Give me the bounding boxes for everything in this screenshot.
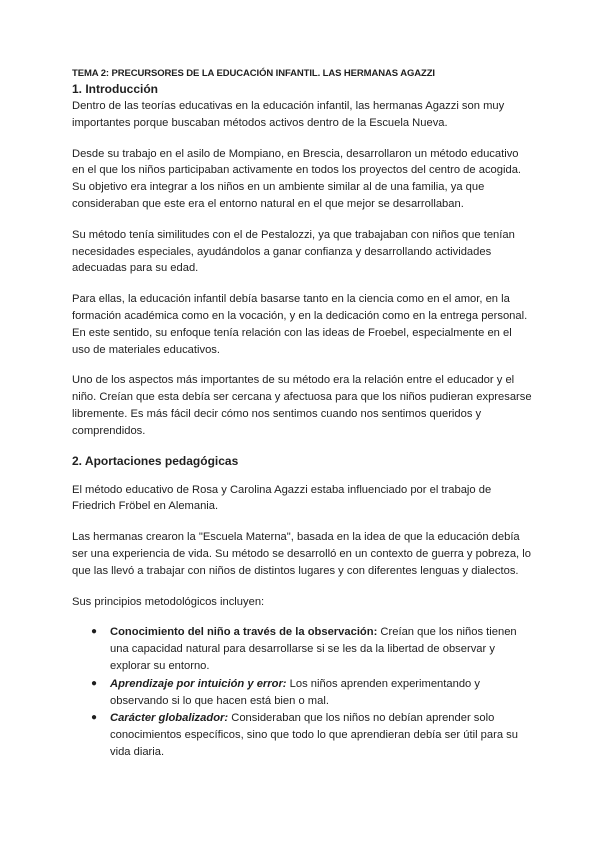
bullet-icon: ● xyxy=(91,677,98,689)
principles-list xyxy=(72,624,532,760)
list-item xyxy=(91,624,532,674)
paragraph: Dentro de las teorías educativas en la educación infantil, las hermanas Agazzi son muy importantes porque buscaban métodos activos dentro de la Escuela Nueva. xyxy=(72,100,505,129)
list-item xyxy=(91,676,532,710)
document-title: TEMA 2: PRECURSORES DE LA EDUCACIÓN INFANTIL. LAS HERMANAS AGAZZI xyxy=(72,68,435,79)
bullet-icon: ● xyxy=(91,712,98,724)
bullet-icon: ● xyxy=(91,626,98,638)
principle-text: Creían que los niños tienen una capacidad natural para desarrollarse si se les da la libertad de observar y explorar su entorno. xyxy=(110,626,517,672)
principle-term: Aprendizaje por intuición y error: xyxy=(110,677,287,690)
principle-term: Carácter globalizador: xyxy=(110,712,229,725)
list-item xyxy=(91,710,532,760)
paragraph: Desde su trabajo en el asilo de Mompiano, en Brescia, desarrollaron un método educativo en el que los niños participaban activamente en todos los proyectos del centro de acogida. Su objetivo era integrar a los niños en un ambiente similar al de una familia, ya que consideraban que este era el entorno natural en el que mejor se desarrollaban. xyxy=(72,147,522,210)
section-heading-aportaciones: 2. Aportaciones pedagógicas xyxy=(72,453,239,468)
paragraph: Sus principios metodológicos incluyen: xyxy=(72,595,265,608)
document-page xyxy=(72,68,532,762)
principle-text: Consideraban que los niños no debían aprender solo conocimientos específicos, sino que todo lo que aprendieran debía ser útil para su vida diaria. xyxy=(110,712,518,758)
paragraph: Uno de los aspectos más importantes de su método era la relación entre el educador y el niño. Creían que esta debía ser cercana y afectuosa para que los niños pudieran expresarse libremente. Es más fácil decir cómo nos sentimos cuando nos sentimos queridos y comprendidos. xyxy=(72,374,532,437)
paragraph: Las hermanas crearon la "Escuela Materna", basada en la idea de que la educación debía ser una experiencia de vida. Su método se desarrolló en un contexto de guerra y pobreza, lo que las llevó a trabajar con niños de distintos lugares y con diferentes lenguas y dialectos. xyxy=(72,531,531,577)
paragraph: Su método tenía similitudes con el de Pestalozzi, ya que trabajaban con niños que tenían necesidades especiales, ayudándolos a ganar confianza y desarrollando actividades adecuadas para su edad. xyxy=(72,228,515,275)
section-heading-introduccion: 1. Introducción xyxy=(72,82,159,96)
principle-term: Conocimiento del niño a través de la observación: xyxy=(110,626,378,639)
paragraph: El método educativo de Rosa y Carolina Agazzi estaba influenciado por el trabajo de Friedrich Fröbel en Alemania. xyxy=(72,483,492,513)
paragraph: Para ellas, la educación infantil debía basarse tanto en la ciencia como en el amor, en la formación académica como en la vocación, y en la dedicación como en la entrega personal. En este sentido, su enfoque tenía relación con las ideas de Froebel, especialmente en el uso de materiales educativos. xyxy=(72,293,528,356)
principle-text: Los niños aprenden experimentando y observando si lo que hacen está bien o mal. xyxy=(110,677,480,707)
